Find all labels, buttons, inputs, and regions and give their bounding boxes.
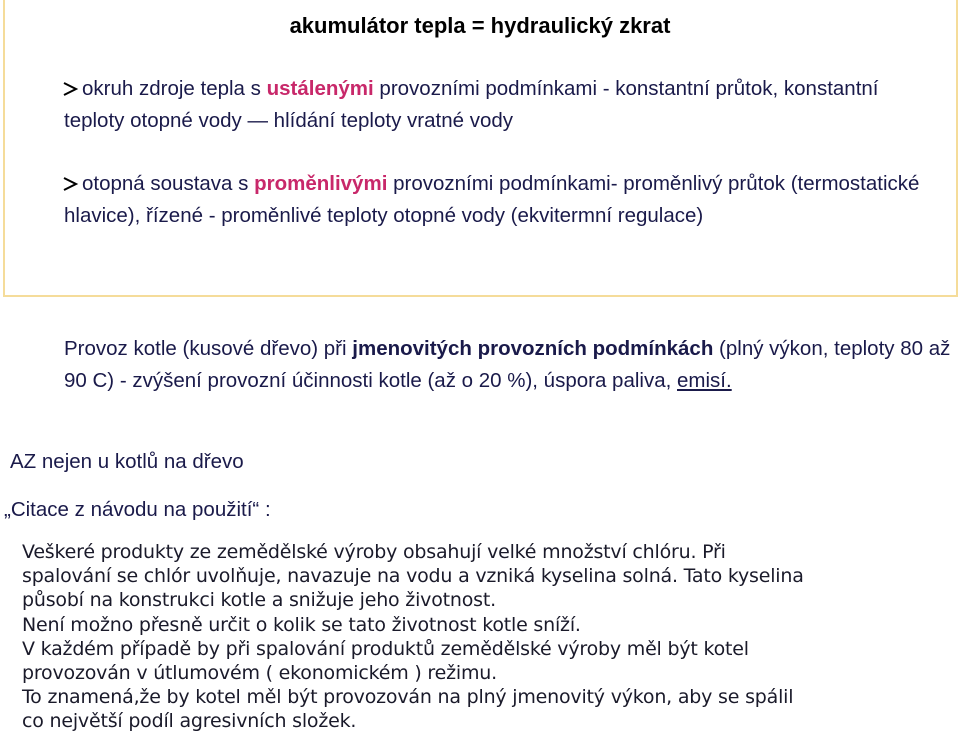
bullet-highlight: proměnlivými	[254, 172, 388, 195]
slide-title: akumulátor tepla = hydraulický zkrat	[289, 13, 671, 38]
manual-quote	[22, 540, 952, 734]
quote-line: To znamená,že by kotel měl být provozován na plný jmenovitý výkon, aby se spálil	[22, 686, 794, 709]
arrow-right-icon	[62, 73, 82, 105]
boiler-operation-paragraph	[64, 333, 954, 397]
bullet-text-after: provozními podmínkami - konstantní průtok, konstantní teploty otopné vody — hlídání teploty vratné vody	[64, 77, 879, 132]
bullet-promenlive	[64, 168, 924, 232]
az-note: AZ nejen u kotlů na dřevo	[10, 450, 244, 473]
bullet-highlight: ustálenými	[266, 77, 374, 100]
paragraph-text-before: Provoz kotle (kusové dřevo) při	[64, 337, 353, 360]
quote-line: spalování se chlór uvolňuje, navazuje na vodu a vzniká kyselina solná. Tato kyselina	[22, 565, 804, 588]
citation-heading: „Citace z návodu na použití“ :	[4, 498, 271, 521]
quote-line: co největší podíl agresivních složek.	[22, 710, 357, 733]
bullet-text-after: provozními podmínkami- proměnlivý průtok (termostatické hlavice), řízené - proměnlivé teploty otopné vody (ekvitermní regulace)	[64, 172, 920, 227]
quote-line: V každém případě by při spalování produktů zemědělské výroby měl být kotel	[22, 637, 749, 660]
highlight-frame	[3, 0, 958, 297]
bullet-text-before: okruh zdroje tepla s	[82, 77, 267, 100]
paragraph-bold: jmenovitých provozních podmínkách	[352, 337, 714, 360]
bullet-text-before: otopná soustava s	[82, 172, 255, 195]
quote-line: Veškeré produkty ze zemědělské výroby obsahují velké množství chlóru. Při	[22, 541, 726, 563]
quote-line: působí na konstrukci kotle a snižuje jeho životnost.	[22, 589, 496, 612]
paragraph-text-middle: (plný výkon, teploty 80 až 90 C) - zvýšení provozní účinnosti kotle (až o 20 %), úspora paliva,	[64, 337, 951, 392]
bullet-ustalene	[64, 73, 924, 137]
quote-line: provozován v útlumovém ( ekonomickém ) režimu.	[22, 662, 497, 685]
quote-line: Není možno přesně určit o kolik se tato životnost kotle sníží.	[22, 613, 581, 636]
arrow-right-icon	[62, 168, 82, 200]
paragraph-underlined: emisí.	[677, 369, 732, 392]
